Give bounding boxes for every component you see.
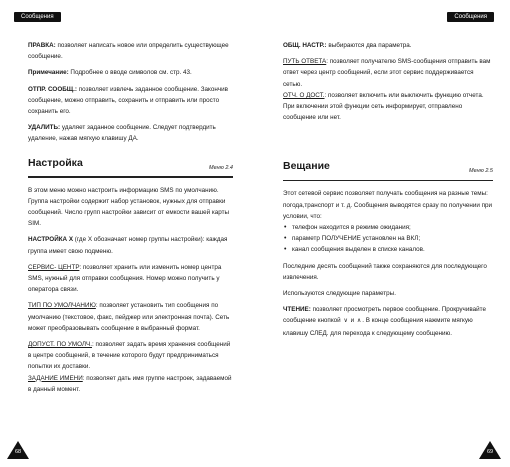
setting-x-text: (где X обозначает номер группы настройки): каждая группа имеет свою подменю.	[28, 236, 228, 255]
page-number-text: 69	[486, 449, 494, 455]
delete-paragraph	[28, 122, 233, 144]
reply-path-paragraph	[283, 56, 493, 90]
note-paragraph	[28, 67, 233, 78]
right-column	[283, 40, 493, 344]
general-settings-term: ОБЩ. НАСТР.:	[283, 42, 327, 49]
edit-term: ПРАВКА:	[28, 42, 56, 49]
name-paragraph	[28, 373, 233, 395]
name-text: : позволяет дать имя группе настроек, задаваемой в данный момент.	[28, 374, 232, 393]
list-item: • телефон находится в режиме ожидания;	[283, 222, 493, 233]
section-tab-left: Сообщения	[14, 12, 61, 22]
validity-term: ДОПУСТ. ПО УМОЛЧ.	[28, 341, 92, 349]
settings-intro: В этом меню можно настроить информацию SMS по умолчанию. Группа настройки содержит набор установок, нужных для отправки сообщений. Число групп настройки зависит от емкости вашей карты SIM.	[28, 186, 230, 228]
section-rule	[283, 180, 493, 182]
settings-section-header	[28, 154, 233, 178]
section-title: Настройка	[28, 156, 83, 169]
edit-paragraph	[28, 40, 233, 62]
reply-path-term: ПУТЬ ОТВЕТА	[283, 58, 327, 66]
validity-paragraph	[28, 339, 233, 373]
setting-x-paragraph	[28, 234, 233, 256]
read-paragraph	[283, 304, 493, 339]
page-number-right	[479, 441, 501, 459]
delivery-report-text: : позволяет включить или выключить функцию отчета. При включении этой функции сеть информирует, отправлено сообщение или нет.	[283, 91, 484, 122]
broadcast-section-header	[283, 157, 493, 181]
service-center-text: : позволяет хранить или изменить номер центра SMS, нужный для отправки сообщения. Номер можно получить у оператора связи.	[28, 263, 222, 294]
menu-number: Меню 2.5	[469, 168, 493, 175]
delete-text: удаляет заданное сообщение. Следует подтвердить удаление, нажав мягкую клавишу ДА.	[28, 124, 216, 143]
list-item: • параметр ПОЛУЧЕНИЕ установлен на ВКЛ;	[283, 233, 493, 244]
send-term: ОТПР. СООБЩ.:	[28, 85, 78, 93]
read-and: и	[348, 317, 356, 325]
delivery-report-term: ОТЧ. О ДОСТ.	[283, 91, 325, 99]
note-text: Подробнее о вводе символов см. стр. 43.	[68, 69, 192, 77]
delivery-report-paragraph	[283, 90, 493, 124]
list-item: • канал сообщения выделен в списке каналов.	[283, 244, 493, 255]
section-title: Вещание	[283, 160, 330, 173]
scroll-down-key-icon: ∨	[343, 318, 348, 325]
service-center-term: СЕРВИС- ЦЕНТР	[28, 263, 80, 271]
page-number-text: 68	[14, 449, 22, 455]
broadcast-intro: Этот сетевой сервис позволяет получать сообщения на разные темы: погода,транспорт и т. д. Сообщения выводятся сразу по получении при условии, что:	[283, 190, 493, 220]
conditions-list	[283, 222, 493, 256]
read-text-b: . В конце сообщения нажмите мягкую клавишу СЛЕД. для перехода к следующему сообщению.	[283, 317, 473, 337]
reply-path-text: : позволяет получателю SMS-сообщения отправить вам ответ через центр сообщений, если этот сервис поддерживается сетью.	[283, 58, 491, 88]
validity-text: : позволяет задать время хранения сообщений в центре сообщений, в течение которого будут предприниматься попытки их доставки.	[28, 341, 231, 371]
menu-number: Меню 2.4	[209, 164, 233, 171]
right-page	[255, 0, 510, 467]
general-settings-text: выбираются два параметра.	[326, 42, 412, 49]
service-center-paragraph	[28, 262, 233, 296]
setting-x-term: НАСТРОЙКА X	[28, 236, 74, 244]
section-rule	[28, 176, 233, 178]
general-settings-paragraph	[283, 40, 493, 51]
note-term: Примечание:	[28, 69, 69, 77]
edit-text: позволяет написать новое или определить существующее сообщение.	[28, 42, 229, 61]
default-type-text: : позволяет установить тип сообщения по умолчанию (текстовое, факс, пейджер или электронная почта). Сеть может преобразовывать сообщение в выбранный формат.	[28, 302, 230, 332]
read-text-a: позволяет просмотреть первое сообщение. Прокручивайте сообщение кнопкой	[283, 306, 486, 325]
default-type-term: ТИП ПО УМОЛЧАНИЮ	[28, 302, 96, 310]
section-tab-right: Сообщения	[447, 12, 494, 22]
page-number-left	[7, 441, 29, 459]
default-type-paragraph	[28, 300, 233, 334]
name-term: ЗАДАНИЕ ИМЕНИ	[28, 374, 83, 382]
delete-term: УДАЛИТЬ:	[28, 124, 61, 132]
last-ten-paragraph: Последние десять сообщений также сохраняются для последующего извлечения.	[283, 262, 487, 281]
send-paragraph	[28, 84, 233, 118]
params-paragraph: Используются следующие параметры.	[283, 290, 396, 298]
send-text: позволяет извлечь заданное сообщение. Закончив сообщение, можно отправить, сохранить и отправить или просто сохранить его.	[28, 85, 228, 116]
scroll-up-key-icon: ∧	[356, 318, 362, 325]
left-column	[28, 40, 233, 400]
read-term: ЧТЕНИЕ:	[283, 306, 311, 314]
